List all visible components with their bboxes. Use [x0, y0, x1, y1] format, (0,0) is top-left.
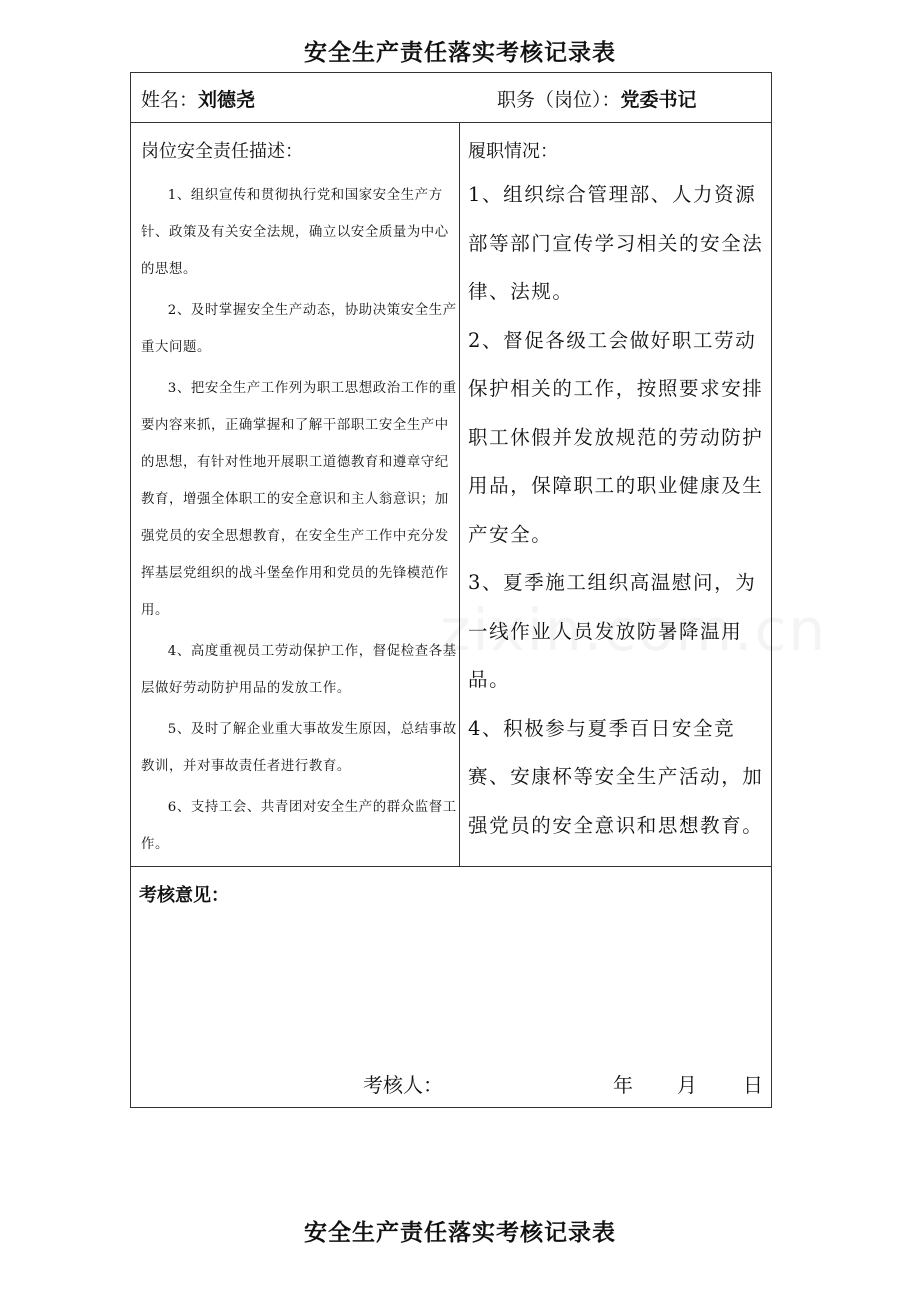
position-value: 党委书记 [620, 89, 697, 111]
position-field [497, 85, 697, 112]
performance-item: 1、组织综合管理部、人力资源部等部门宣传学习相关的安全法律、法规。 [468, 183, 764, 303]
description-item: 6、支持工会、共青团对安全生产的群众监督工作。 [141, 800, 457, 852]
month-label: 月 [677, 1073, 697, 1097]
description-item: 1、组织宣传和贯彻执行党和国家安全生产方针、政策及有关安全法规，确立以安全质量为中心的思想。 [141, 188, 449, 277]
description-list [141, 177, 459, 867]
description-item: 2、及时掌握安全生产动态，协助决策安全生产重大问题。 [141, 303, 457, 355]
reviewer-label: 考核人： [363, 1073, 443, 1097]
review-heading: 考核意见： [139, 885, 229, 906]
page-title: 安全生产责任落实考核记录表 [304, 40, 616, 66]
performance-item: 3、夏季施工组织高温慰问，为一线作业人员发放防暑降温用品。 [468, 571, 757, 691]
performance-heading: 履职情况： [468, 141, 558, 162]
description-heading: 岗位安全责任描述： [141, 141, 303, 162]
name-label: 姓名： [141, 89, 199, 111]
name-value: 刘德尧 [198, 89, 256, 111]
next-page-title: 安全生产责任落实考核记录表 [304, 1220, 616, 1246]
day-label: 日 [743, 1073, 763, 1097]
position-label: 职务（岗位）： [497, 89, 621, 111]
year-label: 年 [613, 1073, 633, 1097]
performance-item: 2、督促各级工会做好职工劳动保护相关的工作，按照要求安排职工休假并发放规范的劳动防护用品，保障职工的职业健康及生产安全。 [468, 328, 764, 546]
name-field [141, 85, 255, 112]
performance-list [468, 171, 766, 850]
description-item: 4、高度重视员工劳动保护工作，督促检查各基层做好劳动防护用品的发放工作。 [141, 644, 457, 696]
performance-item: 4、积极参与夏季百日安全竞赛、安康杯等安全生产活动，加强党员的安全意识和思想教育。 [468, 716, 764, 837]
description-item: 3、把安全生产工作列为职工思想政治工作的重要内容来抓，正确掌握和了解干部职工安全生产中的思想，有针对性地开展职工道德教育和遵章守纪教育，增强全体职工的安全意识和主人翁意识；加强党员的安全思想教育，在安全生产工作中充分发挥基层党组织的战斗堡垒作用和党员的先锋模范作用。 [141, 381, 457, 618]
header-divider [131, 122, 771, 123]
assessment-form [130, 72, 772, 1108]
column-divider [459, 122, 460, 866]
description-item: 5、及时了解企业重大事故发生原因，总结事故教训，并对事故责任者进行教育。 [141, 722, 457, 774]
